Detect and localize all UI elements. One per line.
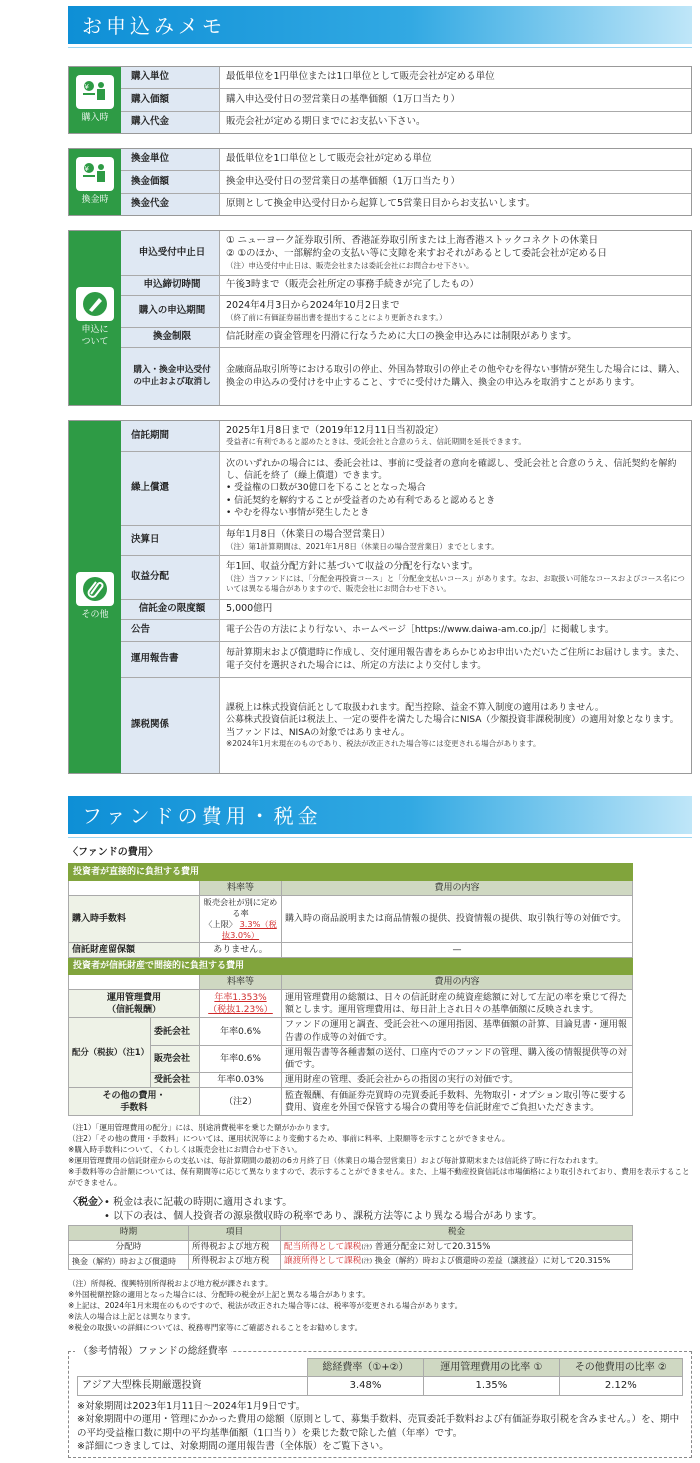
fee-note-2: （注2）「その他の費用・手数料」については、運用状況等により変動するため、事前に料率、上限額等を示すことができません。: [68, 1134, 510, 1144]
tax-val-2: 公募株式投資信託は税法上、一定の要件を満たした場合にNISA（少額投資非課税制度）の適用対象となります。: [226, 715, 679, 726]
tax-note-3: ※上記は、2024年1月末現在のものですので、税法が改正された場合等には、税率等が変更される場合があります。: [68, 1300, 463, 1310]
fee-note-3: ※購入時手数料について、くわしくは販売会社にお問合わせ下さい。: [68, 1145, 302, 1155]
close-key: 決算日: [121, 526, 220, 555]
cancel-key-1: 購入・換金申込受付: [133, 364, 211, 375]
col-rate-2: 料率等: [200, 975, 282, 990]
fees-subtitle: 〈ファンドの費用〉: [68, 847, 158, 858]
tax-r1-mark: (注): [361, 1243, 373, 1251]
ratio-col-1: 総経費率（①+②）: [307, 1358, 423, 1377]
tax-r2-mark: (注): [361, 1258, 373, 1266]
tax-r2-rate: 換金（解約）時および償還時の差益（譲渡益）に対して20.315%: [374, 1256, 611, 1266]
tax-r1-item: 所得税および地方税: [189, 1240, 281, 1255]
tax-col-2: 項目: [189, 1226, 281, 1241]
cancel-key-2: の中止および取消し: [133, 376, 211, 387]
direct-heading: 投資者が直接的に負担する費用: [69, 863, 633, 880]
alloc-key: 配分（税抜）（注1）: [69, 1018, 151, 1088]
mgmt-key-1: 運用管理費用: [106, 992, 161, 1003]
reference-notes: [77, 1400, 683, 1453]
svg-text:¥: ¥: [84, 83, 89, 92]
buy-rate-1: 販売会社が別に定める率: [203, 896, 278, 918]
purchase-icon: [76, 75, 114, 109]
other-label: その他: [81, 610, 109, 621]
jutaku-key: 受託会社: [151, 1073, 200, 1088]
ratio-val-1: 3.48%: [307, 1377, 423, 1396]
itaku-rate: 年率0.6%: [200, 1018, 282, 1045]
fee-note-4: ※運用管理費用の信託財産からの支払いは、毎計算期間の最初の6カ月終了日（休業日の場合翌営業日）および毎計算期末または信託終了時に行なわれます。: [68, 1156, 603, 1166]
period-note: （終了前に有価証券届出書を提出することにより更新されます。）: [226, 312, 447, 322]
jutaku-desc: 運用財産の管理、委託会社からの指図の実行の対価です。: [282, 1073, 633, 1088]
ratio-fund: アジア大型株長期厳選投資: [78, 1377, 308, 1396]
apply-block: [68, 230, 692, 406]
stop-val-1: ① ニューヨーク証券取引所、香港証券取引所または上海香港ストックコネクトの休業日: [226, 235, 599, 247]
cap-val: 5,000億円: [226, 603, 273, 615]
ratio-col-3: その他費用の比率 ②: [559, 1358, 682, 1377]
tax-note-5: ※税金の取扱いの詳細については、税務専門家等にご確認されることをお勧めします。: [68, 1322, 363, 1332]
oth-key-1: その他の費用・: [102, 1090, 166, 1101]
tax-r1-type: 配当所得として課税: [284, 1241, 362, 1252]
early-key: 繰上償還: [121, 452, 220, 525]
tax-line-2: • 以下の表は、個人投資者の源泉徴収時の税率であり、課税方法等により異なる場合があります。: [104, 1210, 543, 1222]
tax-col-3: 税金: [281, 1226, 633, 1241]
itaku-desc: ファンドの運用と調査、受託会社への運用指図、基準価額の計算、目論見書・運用報告書の作成等の対価です。: [282, 1018, 633, 1045]
ratio-val-3: 2.12%: [559, 1377, 682, 1396]
cap-key: 信託金の限度額: [121, 600, 220, 619]
buy-rate-2: 〈上限〉: [204, 918, 237, 929]
col-desc-2: 費用の内容: [282, 975, 633, 990]
cut-val: 午後3時まで（販売会社所定の事務手続きが完了したもの）: [226, 279, 480, 291]
early-val: 次のいずれかの場合には、委託会社は、事前に受益者の意向を確認し、受託会社と合意のうえ、信託契約を解約し、信託を終了（繰上償還）できます。: [226, 459, 677, 482]
cancel-key: [121, 348, 220, 405]
exchange-val-0: 最低単位を1口単位として販売会社が定める単位: [226, 153, 432, 165]
ref-note-3: ※詳細につきましては、対象期間の運用報告書（全体版）をご覧下さい。: [77, 1440, 389, 1452]
tax-notes: [68, 1278, 692, 1333]
stop-note: （注）申込受付中止日は、販売会社または委託会社にお問合わせ下さい。: [226, 260, 474, 270]
oth-key: [69, 1088, 200, 1116]
fee-table: [68, 863, 633, 1117]
tax-key: 課税関係: [121, 678, 220, 773]
mgmt-key-2: （信託報酬）: [106, 1004, 161, 1015]
tax-note-4: ※法人の場合は上記とは異なります。: [68, 1311, 196, 1321]
tax-note-2: ※外国税額控除の適用となった場合には、分配時の税金が上記と異なる場合があります。: [68, 1289, 370, 1299]
ratio-val-2: 1.35%: [424, 1377, 560, 1396]
tax-r1-rate: 普通分配金に対して20.315%: [374, 1241, 491, 1252]
tax-note: ※2024年1月末現在のものであり、税法が改正された場合等には変更される場合があります。: [226, 738, 541, 748]
purchase-val-1: 購入申込受付日の翌営業日の基準価額（1万口当たり）: [226, 93, 461, 105]
pen-icon: [76, 287, 114, 321]
pub-val: 電子公告の方法により行ない、ホームページ［https://www.daiwa-am.co.jp/］に掲載します。: [226, 625, 614, 636]
purchase-label: 購入時: [81, 113, 109, 124]
hanbai-key: 販売会社: [151, 1045, 200, 1072]
apply-side: [69, 231, 121, 405]
exchange-side: [69, 149, 121, 215]
exchange-key-2: 換金代金: [121, 194, 220, 215]
period-val: 2024年4月3日から2024年10月2日まで: [226, 300, 400, 312]
close-val: 毎年1月8日（休業日の場合翌営業日）: [226, 529, 391, 541]
expense-ratio-table: [77, 1358, 683, 1396]
rep-key: 運用報告書: [121, 642, 220, 677]
exchange-icon: [76, 157, 114, 191]
dist-val: 年1回、収益分配方針に基づいて収益の分配を行ないます。: [226, 560, 479, 572]
rep-val: 毎計算期末および償還時に作成し、交付運用報告書をあらかじめお申出いただいたご住所にお届けします。また、電子交付を選択された場合には、所定の方法により交付します。: [226, 648, 685, 671]
buy-key: 購入時手数料: [69, 895, 200, 942]
fee-notes: [68, 1122, 692, 1188]
stop-val-2: ② ①のほか、一部解約金の支払い等に支障を来すおそれがあるとして委託会社が定める日: [226, 247, 608, 259]
tax-r2-tax: [281, 1255, 633, 1270]
term-note: 受益者に有利であると認めたときは、受託会社と合意のうえ、信託期間を延長できます。: [226, 437, 526, 447]
purchase-key-0: 購入単位: [121, 67, 220, 88]
buy-rate-3: 3.3%（税抜3.0%）: [221, 918, 277, 940]
paperclip-icon: [76, 572, 114, 606]
reserve-rate: ありません。: [200, 943, 282, 958]
stop-key: 申込受付中止日: [121, 231, 220, 275]
early-bullet-2: • 信託契約を解約することが受益者のため有利であると認めるとき: [226, 495, 496, 506]
oth-key-2: 手数料: [120, 1102, 148, 1113]
itaku-key: 委託会社: [151, 1018, 200, 1045]
close-note: （注）第1計算期間は、2021年1月8日（休業日の場合翌営業日）までとします。: [226, 541, 499, 551]
oth-desc: 監査報酬、有価証券売買時の売買委託手数料、先物取引・オプション取引等に要する費用、資産を外国で保管する場合の費用等を信託財産でご負担いただきます。: [282, 1088, 633, 1116]
mgmt-rate-2: （税抜1.23%）: [208, 1004, 273, 1015]
purchase-val-0: 最低単位を1円単位または1口単位として販売会社が定める単位: [226, 71, 495, 83]
reserve-key: 信託財産留保額: [69, 943, 200, 958]
dist-note: （注）当ファンドには、「分配金再投資コース」と「分配金支払いコース」があります。なお、お取扱い可能なコースおよびコース名については異なる場合がありますので、販売会社にお問合わせ下さい。: [226, 573, 685, 593]
ratio-col-2: 運用管理費用の比率 ①: [424, 1358, 560, 1377]
col-desc: 費用の内容: [282, 880, 633, 895]
tax-line-1: • 税金は表に記載の時期に適用されます。: [104, 1197, 293, 1209]
cut-key: 申込締切時間: [121, 276, 220, 295]
buy-desc: 購入時の商品説明または商品情報の提供、投資情報の提供、取引執行等の対価です。: [282, 895, 633, 942]
exchange-key-0: 換金単位: [121, 149, 220, 170]
limit-key: 換金制限: [121, 328, 220, 347]
fee-note-1: （注1）「運用管理費用の配分」には、別途消費税率を乗じた額がかかります。: [68, 1123, 335, 1133]
other-block: [68, 420, 692, 774]
memo-title: お申込みメモ: [68, 6, 692, 44]
exchange-block: [68, 148, 692, 216]
purchase-side: [69, 67, 121, 133]
tax-val-3: 当ファンドは、NISAの対象ではありません。: [226, 727, 410, 738]
purchase-key-1: 購入価額: [121, 89, 220, 110]
purchase-key-2: 購入代金: [121, 112, 220, 133]
early-bullet-1: • 受益権の口数が30億口を下ることとなった場合: [226, 483, 426, 494]
ref-note-1: ※対象期間は2023年1月11日～2024年1月9日です。: [77, 1400, 306, 1412]
exchange-val-2: 原則として換金申込受付日から起算して5営業日目からお支払いします。: [226, 197, 536, 209]
jutaku-rate: 年率0.03%: [200, 1073, 282, 1088]
hanbai-desc: 運用報告書等各種書類の送付、口座内でのファンドの管理、購入後の情報提供等の対価です。: [282, 1045, 633, 1072]
tax-r1-tax: [281, 1240, 633, 1255]
dist-key: 収益分配: [121, 556, 220, 599]
reserve-desc: —: [282, 943, 633, 958]
pub-key: 公告: [121, 620, 220, 641]
reference-box: [68, 1345, 692, 1458]
exchange-label: 換金時: [81, 195, 109, 206]
tax-head: 〈税金〉: [68, 1197, 108, 1209]
tax-val-1: 課税上は株式投資信託として取扱われます。配当控除、益金不算入制度の適用はありません。: [226, 703, 604, 714]
tax-r1-time: 分配時: [69, 1240, 189, 1255]
mgmt-key: [69, 990, 200, 1018]
svg-text:¥: ¥: [84, 165, 89, 174]
exchange-key-1: 換金価額: [121, 171, 220, 192]
mgmt-desc: 運用管理費用の総額は、日々の信託財産の純資産総額に対して左記の率を乗じて得た額とします。運用管理費用は、毎日計上され日々の基準価額に反映されます。: [282, 990, 633, 1018]
cancel-val: 金融商品取引所等における取引の停止、外国為替取引の停止その他やむを得ない事情が発生した場合には、購入、換金の申込みの受付けを中止すること、すでに受付けた購入、換金の申込みを取消すことがあります。: [226, 365, 686, 388]
purchase-val-2: 販売会社が定める期日までにお支払い下さい。: [226, 115, 426, 127]
term-key: 信託期間: [121, 421, 220, 451]
apply-label-1: 申込に: [81, 325, 109, 336]
other-side: [69, 421, 121, 773]
tax-r2-item: 所得税および地方税: [189, 1255, 281, 1270]
early-bullet-3: • やむを得ない事情が発生したとき: [226, 507, 370, 518]
col-rate: 料率等: [200, 880, 282, 895]
reference-caption: （参考情報）ファンドの総経費率: [75, 1345, 231, 1359]
tax-r2-type: 譲渡所得として課税: [284, 1256, 362, 1267]
term-val: 2025年1月8日まで（2019年12月11日当初設定）: [226, 424, 444, 436]
tax-heading: [68, 1196, 692, 1223]
tax-note-1: （注）所得税、復興特別所得税および地方税が課されます。: [68, 1278, 273, 1288]
fee-note-5: ※手数料等の合計額については、保有期間等に応じて異なりますので、表示することができません。また、上場不動産投資信託は市場価格により取引されており、費用を表示することができません。: [68, 1167, 690, 1188]
purchase-block: [68, 66, 692, 134]
period-key: 購入の申込期間: [121, 296, 220, 327]
oth-rate: （注2）: [200, 1088, 282, 1116]
limit-val: 信託財産の資金管理を円滑に行なうために大口の換金申込みには制限があります。: [226, 331, 577, 343]
buy-rate: [200, 895, 282, 942]
tax-r2-time: 換金（解約）時および償還時: [69, 1255, 189, 1270]
tax-col-1: 時期: [69, 1226, 189, 1241]
apply-label-2: ついて: [81, 337, 109, 347]
mgmt-rate-1: 年率1.353%: [214, 992, 267, 1003]
hanbai-rate: 年率0.6%: [200, 1045, 282, 1072]
indirect-heading: 投資者が信託財産で間接的に負担する費用: [69, 958, 633, 975]
fees-title: ファンドの費用・税金: [68, 796, 692, 834]
exchange-val-1: 換金申込受付日の翌営業日の基準価額（1万口当たり）: [226, 175, 461, 187]
tax-table: [68, 1225, 633, 1270]
ref-note-2: ※対象期間中の運用・管理にかかった費用の総額（原則として、募集手数料、売買委託手数料および有価証券取引税を含みません。）を、期中の平均受益権口数に期中の平均基準価額（1口当り）を乗じた数で除した値（年率）です。: [77, 1414, 680, 1439]
mgmt-rate: [200, 990, 282, 1018]
